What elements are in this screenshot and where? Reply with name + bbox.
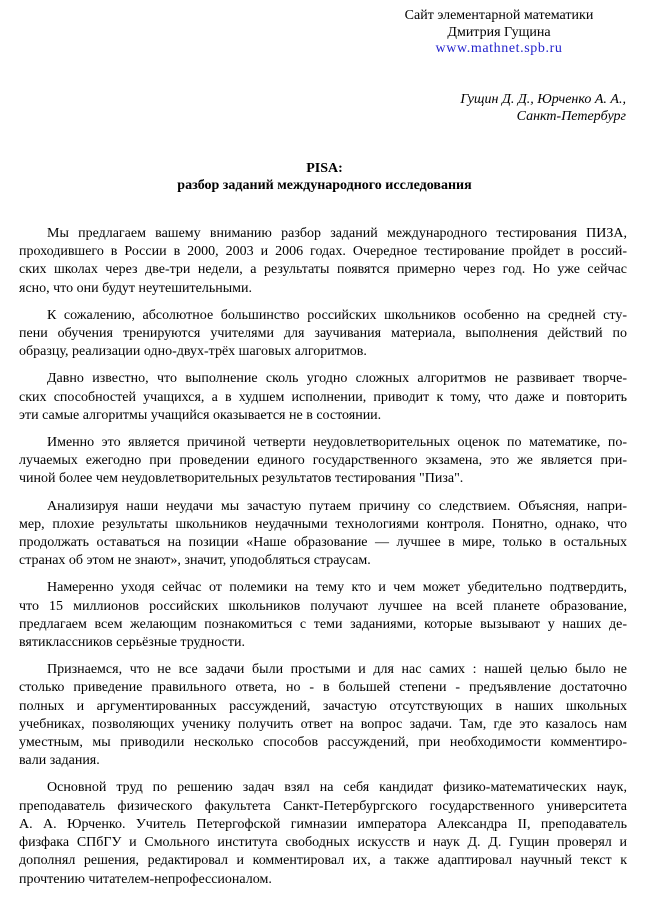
paragraph — [19, 498, 627, 571]
paragraph-line: предлагаем всем желающим познакомиться с теми заданиями, которые вызывают у наших де- — [19, 616, 627, 632]
paragraph-line: дополнял решения, редактировал и комментировал их, а также адаптировал научный текст к — [19, 853, 627, 869]
paragraph-line: К сожалению, абсолютное большинство российских школьников особенно на средней сту- — [47, 307, 627, 323]
authors-city: Санкт-Петербург — [516, 109, 626, 124]
paragraph — [19, 779, 627, 888]
paragraph-line: проходившего в России в 2000, 2003 и 2006 годах. Очередное тестирование пройдет в россий- — [19, 244, 627, 260]
paragraph-line: Давно известно, что выполнение сколь угодно сложных алгоритмов не развивает творче- — [47, 371, 627, 387]
paragraph-line: странах об этом не знают», значит, уподобляться страусам. — [19, 553, 371, 569]
paragraph-line: ских способностей учащихся, а в худшем исполнении, приводит к тому, что даже и повторить — [19, 389, 627, 405]
paragraph-line: физфака СПбГУ и Смольного института свободных искусств и наук Д. Д. Гущин проверял и — [19, 835, 627, 851]
title-line-1: PISA: — [306, 161, 343, 176]
site-url-link[interactable]: www.mathnet.spb.ru — [435, 41, 563, 56]
paragraph-line: учебниках, позволяющих ученику получить ответ на вопрос задачи. Там, где это казалось нам — [19, 716, 627, 732]
title-line-2: разбор заданий международного исследования — [177, 178, 472, 193]
paragraph — [19, 225, 627, 298]
paragraph-line: ских школах через две-три недели, а результаты появятся примерно через год. Но уже сейчас — [19, 262, 627, 278]
paragraph — [19, 434, 627, 489]
paragraph-line: мер, плохие результаты школьников неудачными технологиями контроля. Понятно, однако, что — [19, 516, 627, 532]
paragraph-line: пени обучения тренируются учителями для заучивания материала, выполнения действий по — [19, 326, 627, 342]
paragraph — [19, 370, 627, 425]
site-author: Дмитрия Гущина — [447, 24, 551, 40]
paragraph-line: ясно, что они будут неутешительными. — [19, 280, 252, 296]
paragraph-line: Признаемся, что не все задачи были простыми и для нас самих : нашей целью было не — [47, 662, 627, 678]
paragraph-line: Анализируя наши неудачи мы зачастую путаем причину со следствием. Объясняя, напри- — [47, 498, 627, 514]
paragraph-line: уместным, мы приводили несколько способов рассуждений, при необходимости комментиро- — [19, 735, 627, 751]
document-title — [0, 160, 649, 194]
body-text — [19, 225, 627, 898]
authors-block — [460, 91, 626, 125]
paragraph-line: прочтению читателем-непрофессионалом. — [19, 871, 272, 887]
paragraph-line: что 15 миллионов российских школьников получают лучшее на всей планете образование, — [19, 598, 627, 614]
site-name: Сайт элементарной математики — [404, 8, 594, 23]
paragraph-line: лучаемых ежегодно при проведении единого государственного экзамена, это же является при- — [19, 453, 627, 469]
paragraph — [19, 579, 627, 652]
paragraph-line: Намеренно уходя сейчас от полемики на тему кто и чем может убедительно подтвердить, — [47, 580, 627, 596]
paragraph-line: эти самые алгоритмы учащийся оказывается не в состоянии. — [19, 407, 382, 423]
authors-names: Гущин Д. Д., Юрченко А. А., — [460, 92, 626, 107]
paragraph — [19, 307, 627, 362]
paragraph-line: Мы предлагаем вашему вниманию разбор заданий международного тестирования ПИЗА, — [47, 226, 627, 241]
paragraph-line: вали задания. — [19, 753, 100, 769]
paragraph-line: чиной более чем неудовлетворительных результатов тестирования "Пиза". — [19, 471, 464, 487]
paragraph-line: образцу, реализации одно-двух-трёх шаговых алгоритмов. — [19, 344, 367, 360]
paragraph-line: вятиклассников серьёзные трудности. — [19, 635, 245, 651]
paragraph-line: Именно это является причиной четверти неудовлетворительных оценок по математике, по- — [47, 435, 627, 451]
paragraph — [19, 661, 627, 770]
site-header — [369, 8, 629, 58]
paragraph-line: столько приведение правильного ответа, но - в большей степени - предъявление достаточно — [19, 680, 627, 696]
paragraph-line: продолжать оставаться на позиции «Наше образование — лучшее в мире, только в остальных — [19, 535, 627, 551]
paragraph-line: преподаватель физического факультета Санкт-Петербургского государственного университета — [19, 798, 627, 814]
paragraph-line: Основной труд по решению задач взял на себя кандидат физико-математических наук, — [47, 780, 627, 796]
paragraph-line: полных и аргументированных рассуждений, зачастую отсутствующих в наших школьных — [19, 698, 627, 714]
paragraph-line: А. А. Юрченко. Учитель Петергофской гимназии императора Александра II, преподаватель — [19, 816, 627, 832]
